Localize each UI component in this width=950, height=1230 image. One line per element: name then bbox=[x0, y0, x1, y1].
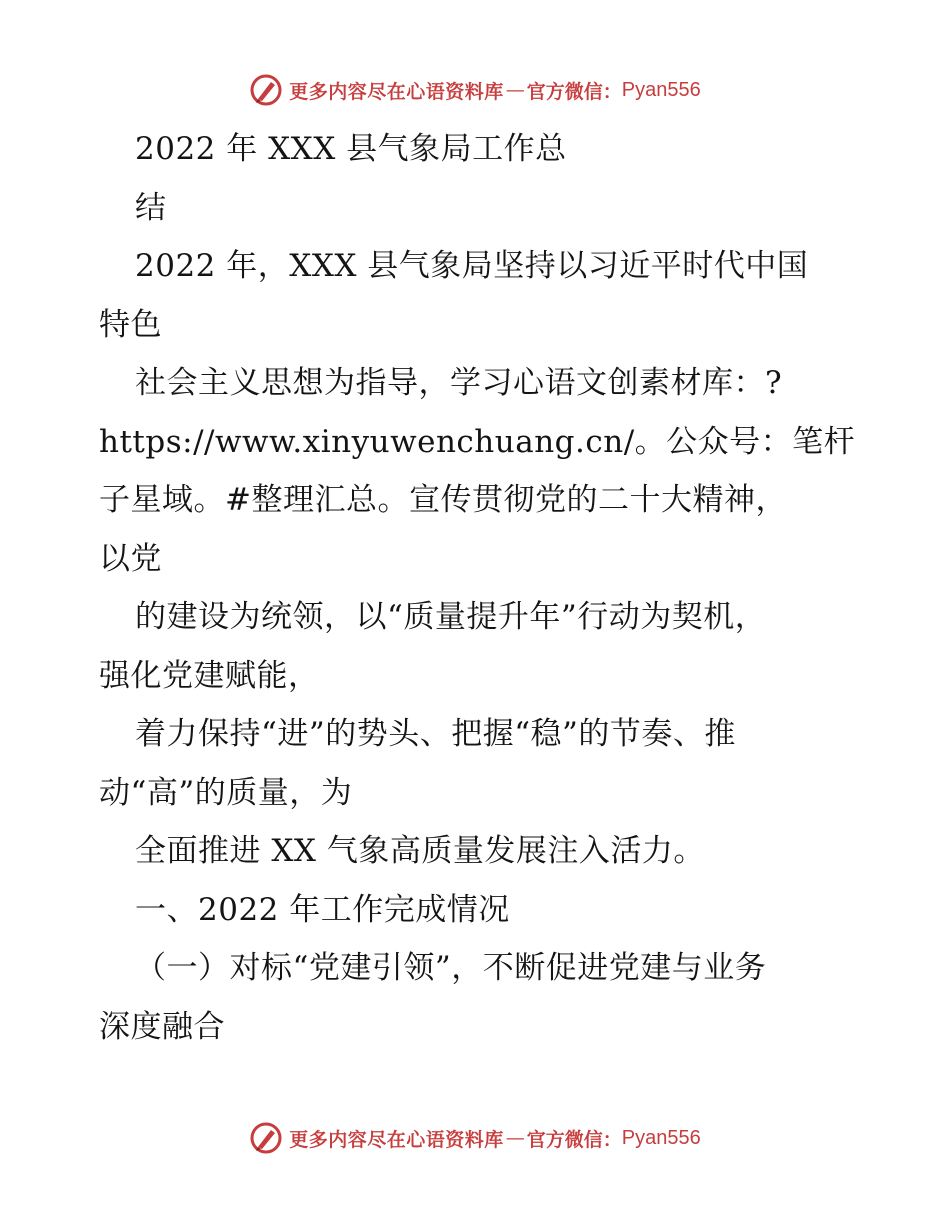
watermark-site-text: 更多内容尽在心语资料库 bbox=[289, 1128, 504, 1151]
quill-pen-circle-icon bbox=[249, 73, 283, 107]
text-line: 结 bbox=[135, 189, 167, 226]
watermark-banner-top bbox=[0, 70, 950, 110]
text-line: 强化党建赋能， bbox=[99, 657, 320, 694]
watermark-wechat-id: Pyan556 bbox=[621, 1126, 701, 1149]
watermark-separator: — bbox=[505, 79, 525, 101]
watermark-site-text: 更多内容尽在心语资料库 bbox=[289, 80, 504, 103]
text-line: 特色 bbox=[99, 306, 162, 343]
text-line: 的建设为统领，以“质量提升年”行动为契机， bbox=[135, 599, 767, 635]
section-heading: 一、2022 年工作完成情况 bbox=[135, 891, 510, 928]
quill-pen-circle-icon bbox=[249, 1121, 283, 1155]
text-line: 深度融合 bbox=[99, 1008, 225, 1045]
watermark-wechat-label: 官方微信： bbox=[526, 80, 622, 103]
watermark-separator: — bbox=[505, 1127, 525, 1149]
text-line: 子星域。#整理汇总。宣传贯彻党的二十大精神， bbox=[99, 482, 787, 518]
watermark-wechat-id: Pyan556 bbox=[621, 78, 701, 101]
text-line: 动“高”的质量，为 bbox=[99, 774, 353, 811]
text-line: https://www.xinyuwenchuang.cn/。公众号：笔杆 bbox=[99, 423, 856, 460]
document-body bbox=[99, 120, 859, 1056]
watermark-banner-bottom bbox=[0, 1118, 950, 1158]
text-line: 2022 年，XXX 县气象局坚持以习近平时代中国 bbox=[135, 248, 809, 284]
subsection-heading: （一）对标“党建引领”，不断促进党建与业务 bbox=[135, 950, 767, 986]
text-line: 全面推进 XX 气象高质量发展注入活力。 bbox=[135, 833, 705, 869]
text-line: 以党 bbox=[99, 540, 162, 577]
watermark-wechat-label: 官方微信： bbox=[526, 1128, 622, 1151]
text-line: 着力保持“进”的势头、把握“稳”的节奏、推 bbox=[135, 716, 736, 752]
text-line: 2022 年 XXX 县气象局工作总 bbox=[135, 131, 567, 167]
text-line: 社会主义思想为指导，学习心语文创素材库：? bbox=[135, 365, 783, 401]
